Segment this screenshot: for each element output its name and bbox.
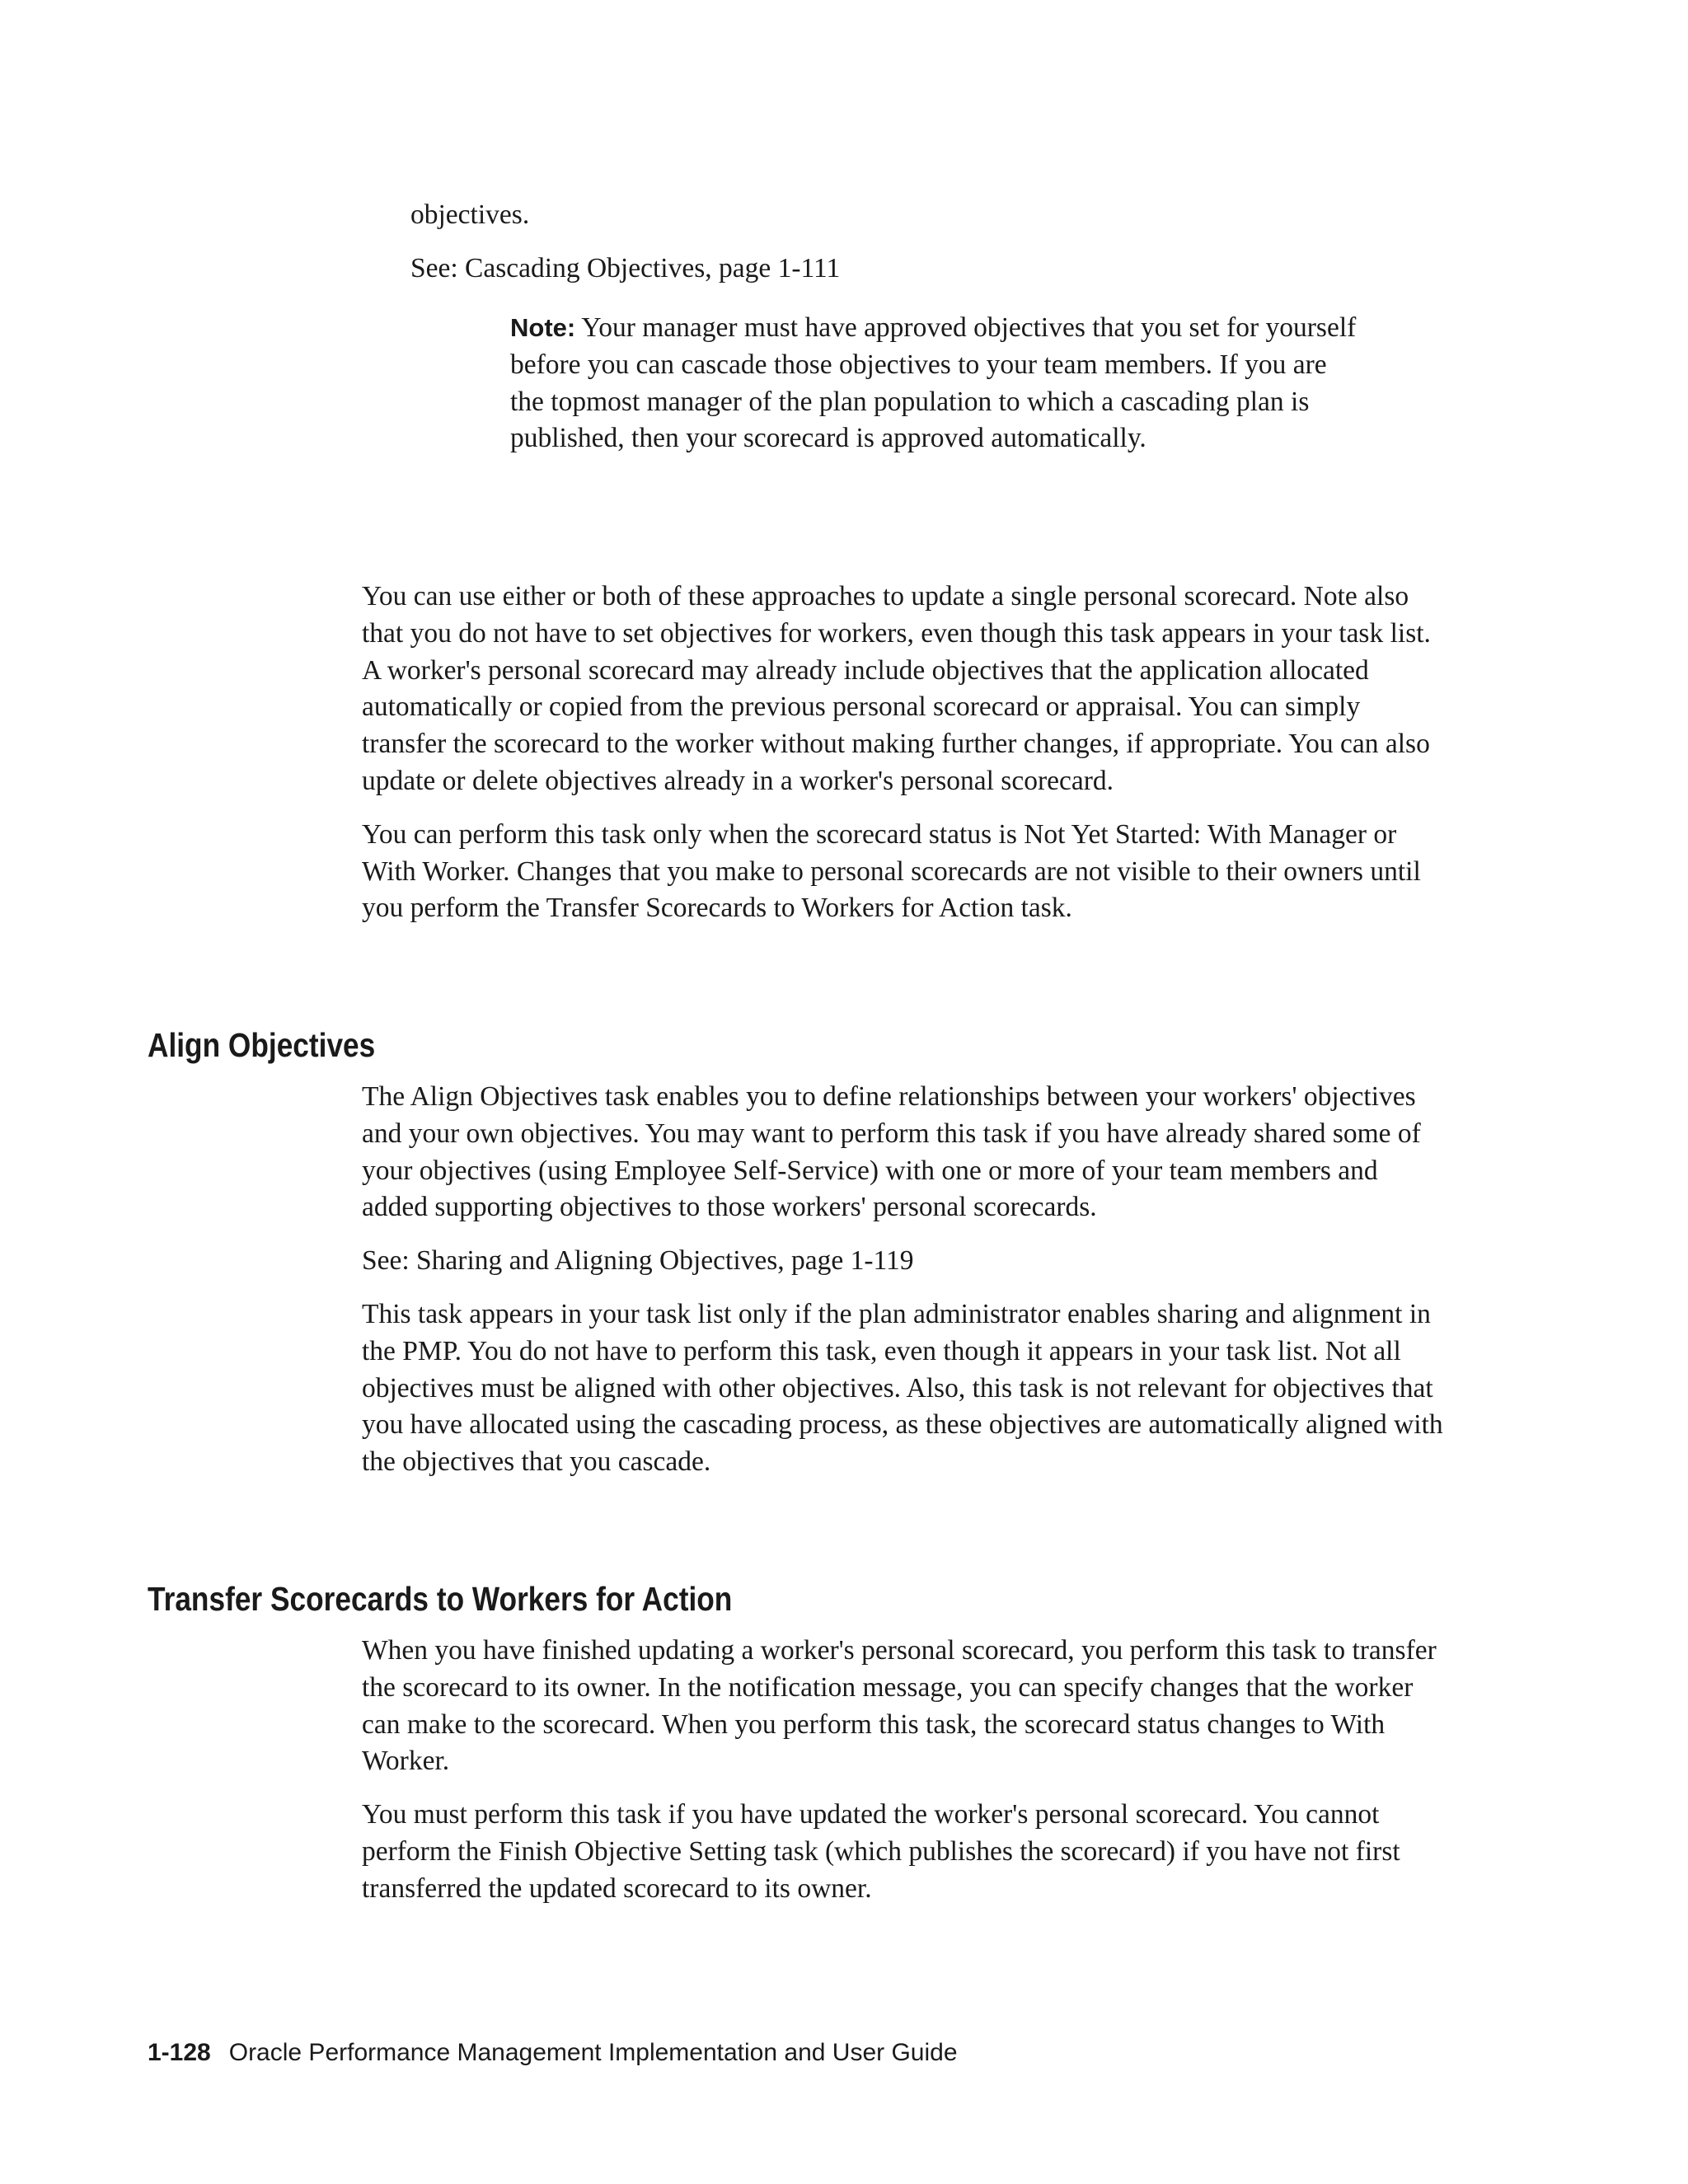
align-section — [362, 1079, 1450, 1497]
update-paragraph-1: You can use either or both of these approaches to update a single personal scorecard. Note also that you do not have to set objectives for workers, even though this task appears in your task list. A worker's personal scorecard may already include objectives that the application allocated automatically or copied from the previous personal scorecard or appraisal. You can simply transfer the scorecard to the worker without making further changes, if appropriate. You can also update or delete objectives already in a worker's personal scorecard. — [362, 581, 1431, 796]
see-reference-cascading: See: Cascading Objectives, page 1-111 — [410, 252, 841, 284]
note-label: Note: — [510, 313, 576, 342]
align-paragraph-1: The Align Objectives task enables you to define relationships between your workers' objectives and your own objectives. You may want to perform this task if you have already shared some of your objectives (using Employee Self-Service) with one or more of your team members and added supporting objectives to those workers' personal scorecards. — [362, 1081, 1421, 1223]
intro-block — [410, 197, 1400, 304]
guide-title: Oracle Performance Management Implementation and User Guide — [228, 2039, 958, 2066]
page-footer — [148, 2036, 958, 2069]
transfer-scorecards-heading: Transfer Scorecards to Workers for Action — [148, 1580, 733, 1618]
note-block — [510, 310, 1359, 457]
update-section — [362, 579, 1450, 944]
see-reference-sharing: See: Sharing and Aligning Objectives, page 1-119 — [362, 1245, 914, 1277]
note-text: Your manager must have approved objectives that you set for yourself before you can cascade those objectives to your team members. If you are the topmost manager of the plan population to which a cascading plan is published, then your scorecard is approved automatically. — [510, 312, 1357, 454]
align-objectives-heading: Align Objectives — [148, 1026, 376, 1064]
transfer-section — [362, 1633, 1450, 1924]
transfer-paragraph-2: You must perform this task if you have updated the worker's personal scorecard. You cannot perform the Finish Objective Setting task (which publishes the scorecard) if you have not first transferred the updated scorecard to its owner. — [362, 1799, 1400, 1904]
continuation-text: objectives. — [410, 199, 530, 230]
note-paragraph — [510, 310, 1359, 457]
transfer-paragraph-1: When you have finished updating a worker's personal scorecard, you perform this task to transfer the scorecard to its owner. In the notification message, you can specify changes that the worker can make to the scorecard. When you perform this task, the scorecard status changes to With Worker. — [362, 1635, 1437, 1777]
align-paragraph-2: This task appears in your task list only if the plan administrator enables sharing and alignment in the PMP. You do not have to perform this task, even though it appears in your task list. Not all objectives must be aligned with other objectives. Also, this task is not relevant for objectives that you have allocated using the cascading process, as these objectives are automatically aligned with the objectives that you cascade. — [362, 1298, 1443, 1478]
page-number: 1-128 — [148, 2039, 211, 2066]
update-paragraph-2: You can perform this task only when the scorecard status is Not Yet Started: With Manager or With Worker. Changes that you make to personal scorecards are not visible to their owners until you perform the Transfer Scorecards to Workers for Action task. — [362, 818, 1421, 924]
